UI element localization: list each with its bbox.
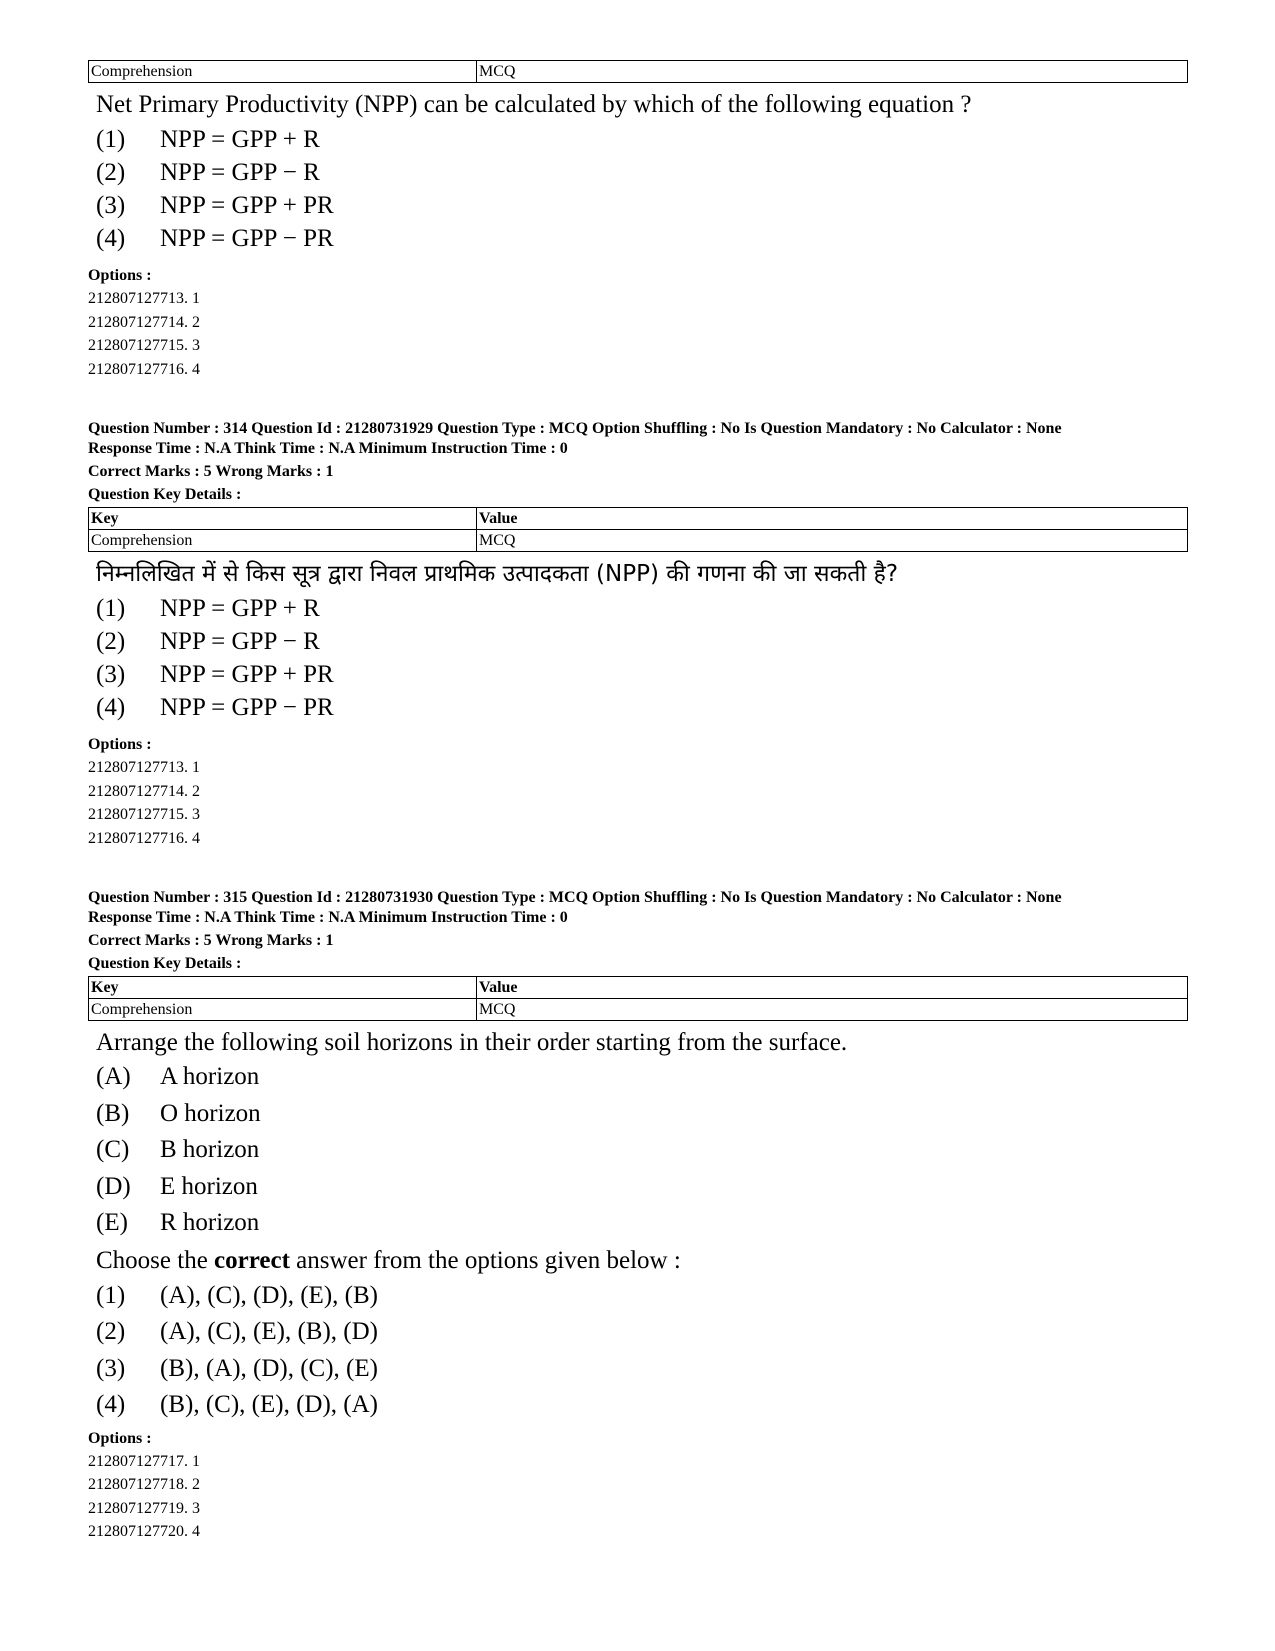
- question-text: Net Primary Productivity (NPP) can be calculated by which of the following equation ?: [96, 91, 972, 118]
- option-item: 212807127715. 3: [88, 806, 200, 823]
- options-label: Options :: [88, 1429, 152, 1447]
- options-list: [88, 1450, 1188, 1544]
- list-item: (B) O horizon: [96, 1099, 261, 1127]
- option-item: 212807127719. 3: [88, 1499, 200, 1517]
- options-list: [88, 287, 1188, 381]
- choice-item: (4) NPP = GPP − PR: [96, 225, 334, 252]
- table-header-row: [89, 508, 1188, 530]
- instruction-text: Choose the correct answer from the options given below :: [96, 1246, 681, 1274]
- list-item: (D) E horizon: [96, 1172, 258, 1200]
- table-header-key: Key: [89, 508, 477, 530]
- option-item: 212807127715. 3: [88, 337, 200, 354]
- marks-line: Correct Marks : 5 Wrong Marks : 1: [88, 932, 334, 949]
- meta-line: Question Number : 314 Question Id : 21280731929 Question Type : MCQ Option Shuffling : No Is Question Mandatory : No Calculator : None: [88, 420, 1062, 437]
- choice-item: (1) (A), (C), (D), (E), (B): [96, 1281, 378, 1309]
- option-item: 212807127713. 1: [88, 290, 200, 307]
- choice-list: [88, 592, 1188, 724]
- key-details-label: Question Key Details :: [88, 486, 242, 503]
- table-cell-value: MCQ: [477, 61, 1188, 83]
- option-item: 212807127720. 4: [88, 1523, 200, 1540]
- list-item: (A) A horizon: [96, 1063, 260, 1090]
- option-item: 212807127718. 2: [88, 1476, 200, 1493]
- table-cell-key: Comprehension: [89, 530, 477, 552]
- list-item: (E) R horizon: [96, 1209, 260, 1236]
- option-item: 212807127714. 2: [88, 782, 200, 800]
- choice-item: (3) NPP = GPP + PR: [96, 192, 334, 219]
- table-row: [89, 999, 1188, 1021]
- option-item: 212807127714. 2: [88, 313, 200, 331]
- choice-item: (3) (B), (A), (D), (C), (E): [96, 1354, 378, 1382]
- table-row: [89, 530, 1188, 552]
- table-header-key: Key: [89, 977, 477, 999]
- choice-item: (2) (A), (C), (E), (B), (D): [96, 1318, 378, 1345]
- table-cell-key: Comprehension: [89, 61, 477, 83]
- option-item: 212807127717. 1: [88, 1452, 200, 1470]
- choice-item: (2) NPP = GPP − R: [96, 159, 320, 186]
- question-block-315: [88, 888, 1188, 1544]
- meta-line: Response Time : N.A Think Time : N.A Minimum Instruction Time : 0: [88, 440, 568, 457]
- marks-line: Correct Marks : 5 Wrong Marks : 1: [88, 463, 334, 480]
- meta-line: Response Time : N.A Think Time : N.A Minimum Instruction Time : 0: [88, 909, 568, 926]
- choice-list: [88, 1278, 1188, 1424]
- choice-list: [88, 123, 1188, 255]
- key-details-table: [88, 60, 1188, 83]
- option-item: 212807127713. 1: [88, 759, 200, 776]
- question-meta: [88, 888, 1188, 974]
- option-item: 212807127716. 4: [88, 360, 200, 378]
- question-block-313: [88, 60, 1188, 381]
- option-item: 212807127716. 4: [88, 829, 200, 847]
- table-header-value: Value: [477, 508, 1188, 530]
- question-text: Arrange the following soil horizons in their order starting from the surface.: [96, 1029, 848, 1056]
- choice-item: (4) (B), (C), (E), (D), (A): [96, 1391, 378, 1418]
- choice-item: (1) NPP = GPP + R: [96, 595, 320, 622]
- options-list: [88, 756, 1188, 850]
- question-block-314: [88, 419, 1188, 850]
- table-row: [89, 61, 1188, 83]
- key-details-label: Question Key Details :: [88, 955, 242, 972]
- question-meta: [88, 419, 1188, 505]
- choice-item: (2) NPP = GPP − R: [96, 628, 320, 655]
- choice-item: (4) NPP = GPP − PR: [96, 694, 334, 721]
- question-text: निम्नलिखित में से किस सूत्र द्वारा निवल प्राथमिक उत्पादकता (NPP) की गणना की जा सकती है?: [96, 561, 899, 587]
- table-cell-value: MCQ: [477, 530, 1188, 552]
- key-details-table: [88, 976, 1188, 1021]
- soil-horizon-list: [88, 1059, 1188, 1242]
- meta-line: Question Number : 315 Question Id : 21280731930 Question Type : MCQ Option Shuffling : No Is Question Mandatory : No Calculator : None: [88, 889, 1062, 906]
- key-details-table: [88, 507, 1188, 552]
- choice-item: (3) NPP = GPP + PR: [96, 661, 334, 688]
- table-cell-key: Comprehension: [89, 999, 477, 1021]
- list-item: (C) B horizon: [96, 1136, 260, 1163]
- choice-item: (1) NPP = GPP + R: [96, 126, 320, 153]
- table-cell-value: MCQ: [477, 999, 1188, 1021]
- table-header-value: Value: [477, 977, 1188, 999]
- options-label: Options :: [88, 736, 152, 753]
- table-header-row: [89, 977, 1188, 999]
- options-label: Options :: [88, 267, 152, 284]
- document-page: [88, 60, 1188, 1544]
